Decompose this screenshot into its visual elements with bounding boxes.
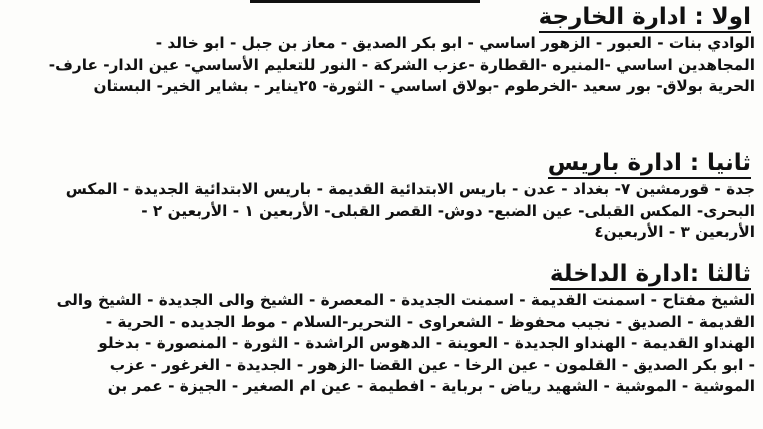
- text-line: الشيخ مفتاح - اسمنت القديمة - اسمنت الجديدة - المعصرة - الشيخ والى الجديدة - الشيخ والى: [56, 291, 755, 309]
- section-heading: اولا : ادارة الخارجة: [539, 4, 751, 33]
- text-line: جدة - قورمشين ٧- بغداد - عدن - باريس الابتدائية القديمة - باريس الابتدائية الجديدة - المكس: [65, 180, 755, 198]
- text-line: - ابو بكر الصديق - القلمون - عين الرخا - عين القضا -الزهور - الجديدة - الغرغور - عزب: [109, 355, 755, 374]
- text-line: الوادي بنات - العبور - الزهور اساسي - ابو بكر الصديق - معاز بن جبل - ابو خالد -: [155, 34, 755, 52]
- top-rule: [250, 0, 480, 3]
- section-heading: ثالثا :ادارة الداخلة: [550, 261, 751, 290]
- section-heading: ثانيا : ادارة باريس: [548, 150, 751, 179]
- text-line: المجاهدين اساسي -المنيره -القطارة -عزب الشركة - النور للتعليم الأساسي- عين الدار- عارف-: [48, 55, 755, 74]
- section-dakhla: [6, 261, 755, 398]
- section-kharga: [6, 4, 755, 98]
- text-line: الأربعين ٣ - الأربعين٤: [594, 223, 755, 241]
- text-line: الموشية - الموشية - الشهيد رياض - برباية - افطيمة - عين ام الصغير - الجيزة - عمر بن: [107, 377, 755, 395]
- text-line: الهنداو القديمة - الهنداو الجديدة - العوينة - الدهوس الراشدة - الثورة - المنصورة - بدخلو: [98, 334, 755, 352]
- text-line: القديمة - الصديق - نجيب محفوظ - الشعراوى - التحرير-السلام - موط الجديده - الحرية -: [105, 312, 755, 331]
- text-line: الحرية بولاق- بور سعيد -الخرطوم -بولاق اساسي - الثورة- ٢٥يناير - بشاير الخير- البستان: [93, 77, 755, 95]
- text-line: البحرى- المكس القبلى- عين الضبع- دوش- القصر القبلى- الأربعين ١ - الأربعين ٢ -: [141, 201, 755, 220]
- section-paris: [6, 150, 755, 244]
